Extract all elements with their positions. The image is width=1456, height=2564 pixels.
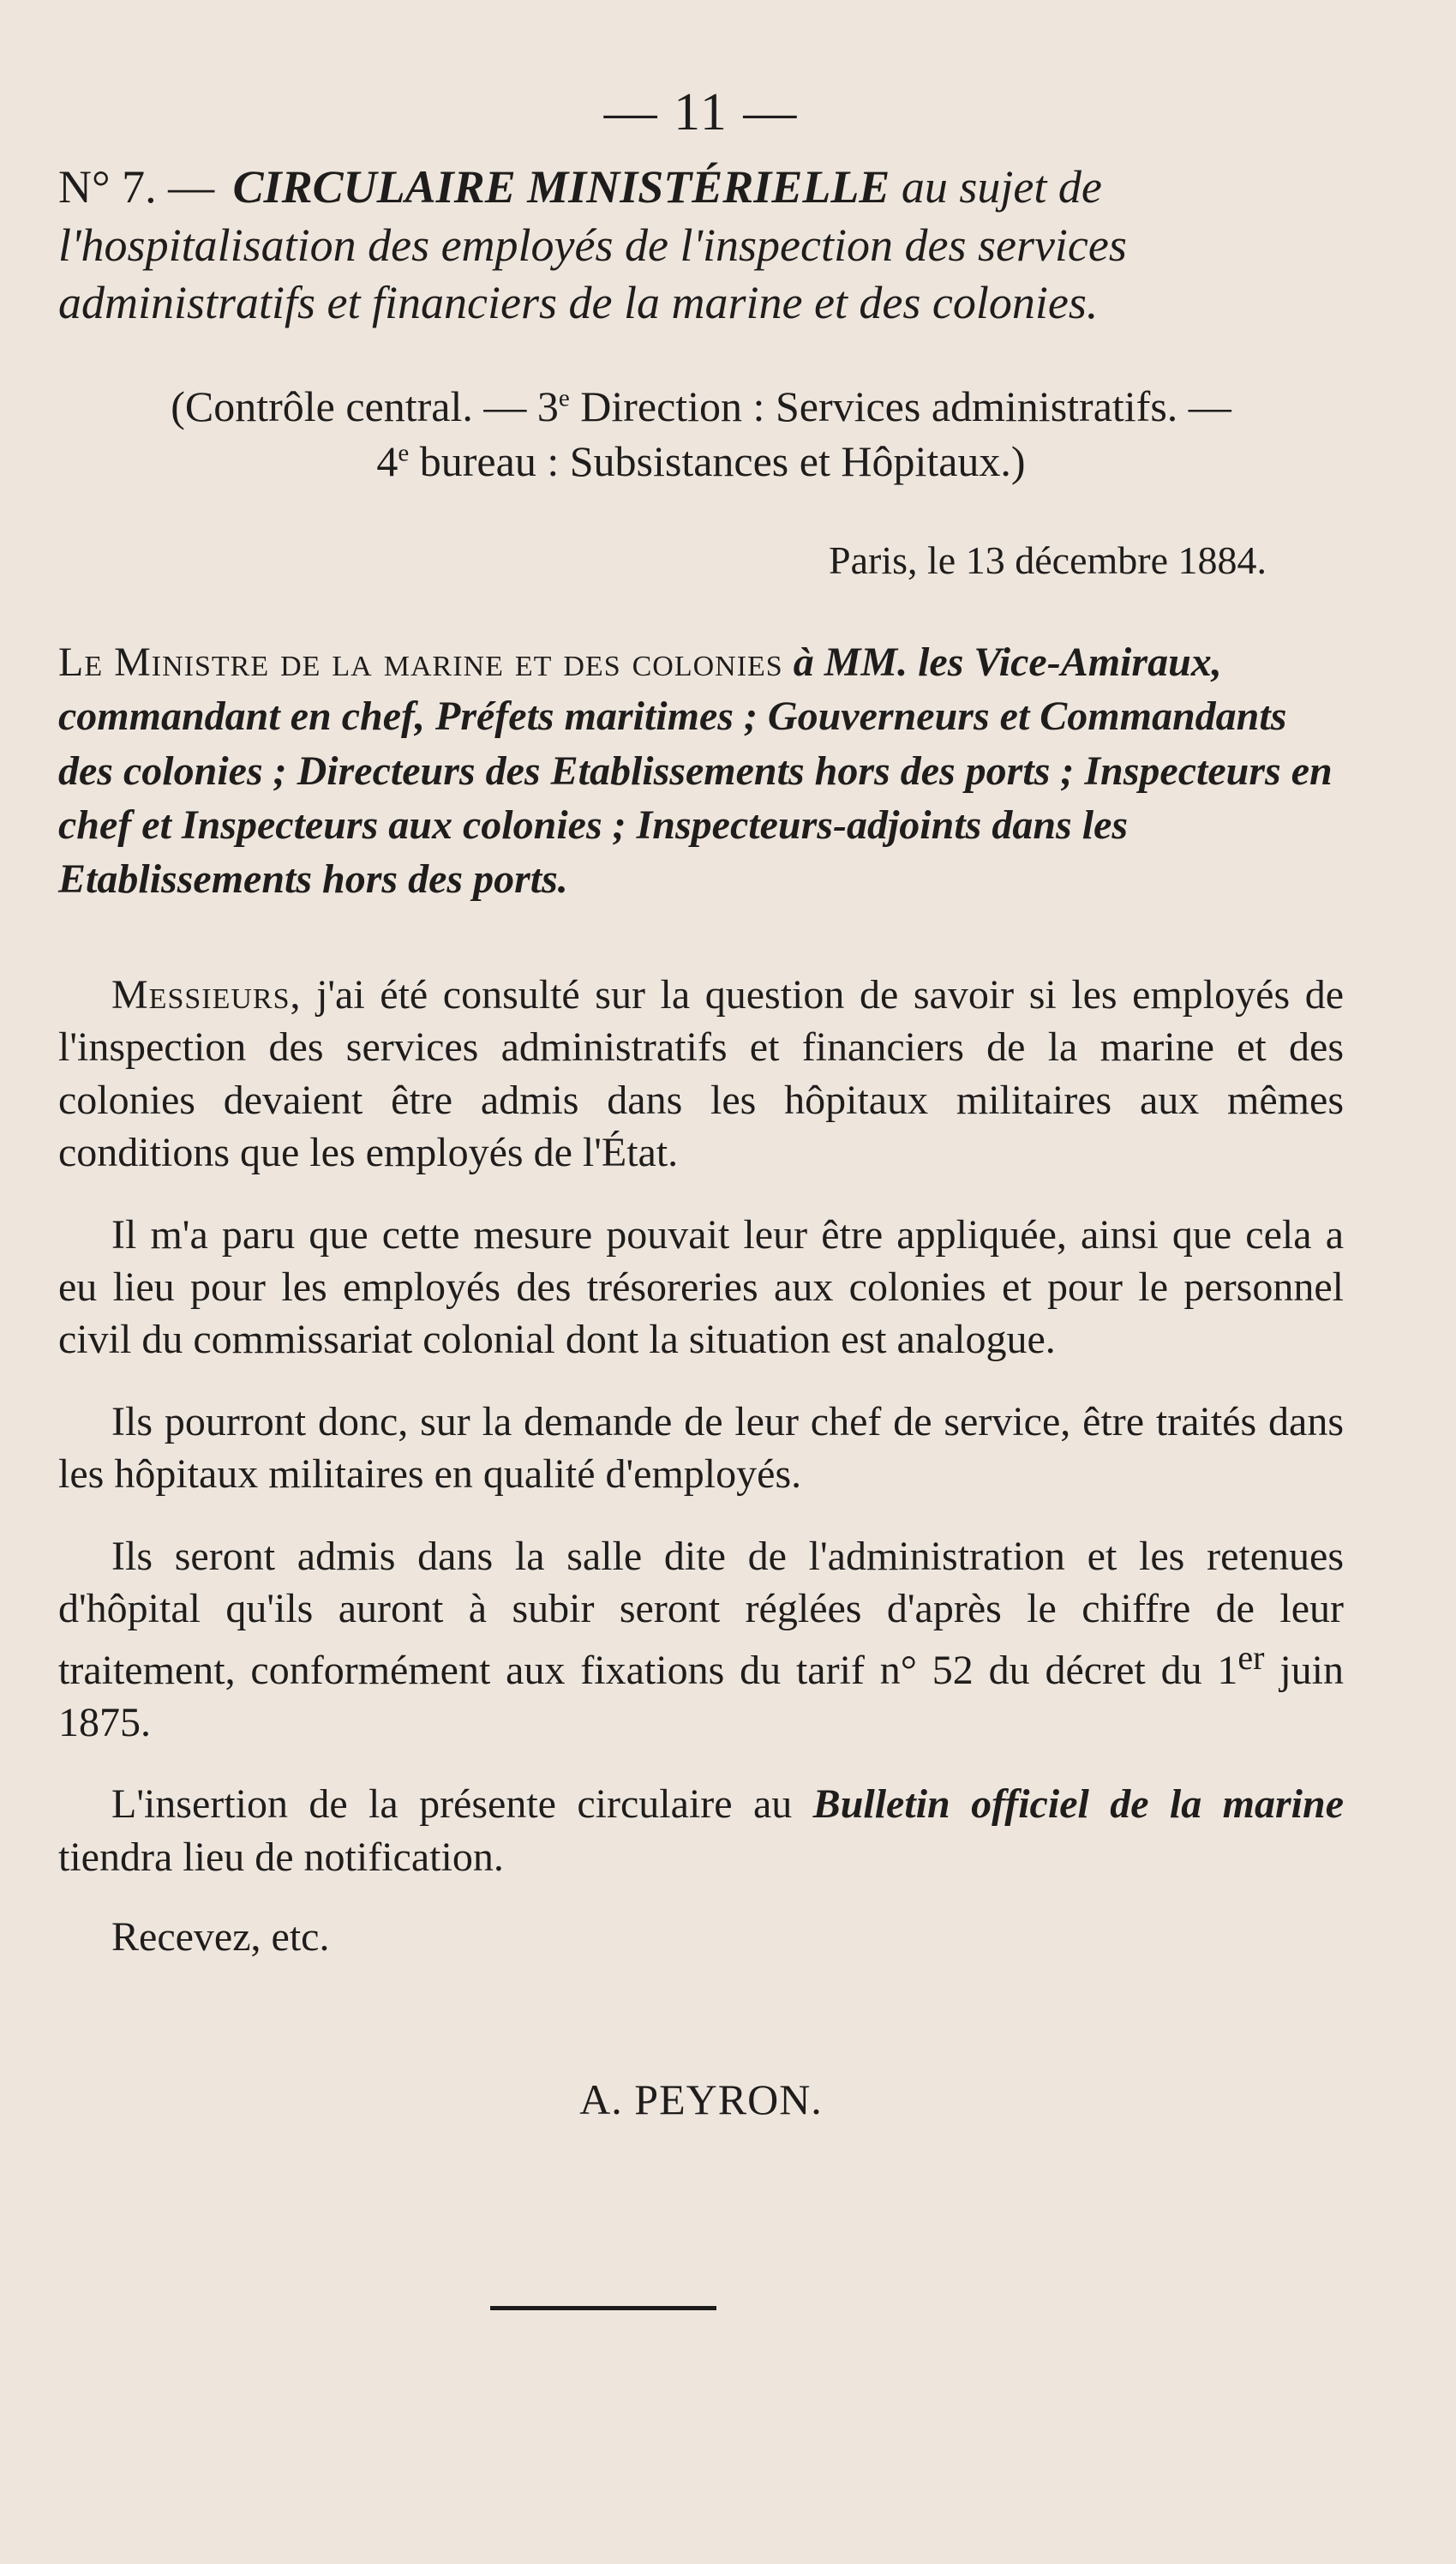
bottom-divider bbox=[490, 2306, 716, 2310]
service-line-2: 4e bureau : Subsistances et Hôpitaux.) bbox=[376, 436, 1026, 485]
circular-subject: au sujet de l'hospitalisation des employés de l'inspection des services administratifs et financiers de la marine et des colonies. bbox=[58, 161, 1127, 329]
date-line: Paris, le 13 décembre 1884. bbox=[829, 537, 1267, 582]
paragraph-2: Il m'a paru que cette mesure pouvait leur être appliquée, ainsi que cela a eu lieu pour les employés des trésoreries aux colonies et pour le personnel civil du commissariat colonial dont la situation est analogue. bbox=[58, 1211, 1344, 1363]
paragraph-1: Messieurs, j'ai été consulté sur la question de savoir si les employés de l'inspection des services administratifs et financiers de la marine et des colonies devaient être admis dans les hôpitaux militaires aux mêmes conditions que les employés de l'État. bbox=[58, 971, 1344, 1176]
paragraph-4: Ils seront admis dans la salle dite de l'administration et les retenues d'hôpital qu'ils auront à subir seront réglées d'après le chiffre de leur traitement, conformément aux fixations du tarif n° 52 du décret du 1er juin 1875. bbox=[58, 1533, 1344, 1746]
recipients: à MM. les Vice-Amiraux, commandant en chef, Préfets maritimes ; Gouverneurs et Commandants des colonies ; Directeurs des Etablissements hors des ports ; Inspecteurs en chef et Inspecteurs aux colonies ; Inspecteurs-adjoints dans les Etablissements hors des ports. bbox=[58, 639, 1333, 903]
paragraph-3: Ils pourront donc, sur la demande de leur chef de service, être traités dans les hôpitaux militaires en qualité d'employés. bbox=[58, 1398, 1344, 1498]
circular-heading: CIRCULAIRE MINISTÉRIELLE bbox=[232, 161, 890, 213]
service-reference bbox=[58, 379, 1344, 489]
closing-line: Recevez, etc. bbox=[111, 1914, 330, 1961]
page-number: — 11 — bbox=[603, 83, 799, 141]
salutation: Messieurs, bbox=[111, 971, 302, 1018]
circular-number: N° 7. — bbox=[58, 161, 215, 213]
circular-title bbox=[58, 159, 1344, 333]
address-block bbox=[58, 635, 1344, 907]
signature: A. PEYRON. bbox=[579, 2075, 823, 2123]
sender: Le Ministre de la marine et des colonies bbox=[58, 639, 783, 685]
paragraph-5: L'insertion de la présente circulaire au Bulletin officiel de la marine tiendra lieu de notification. bbox=[58, 1781, 1345, 1880]
document-page bbox=[58, 82, 1344, 2534]
service-line-1: (Contrôle central. — 3e Direction : Services administratifs. — bbox=[171, 381, 1231, 430]
